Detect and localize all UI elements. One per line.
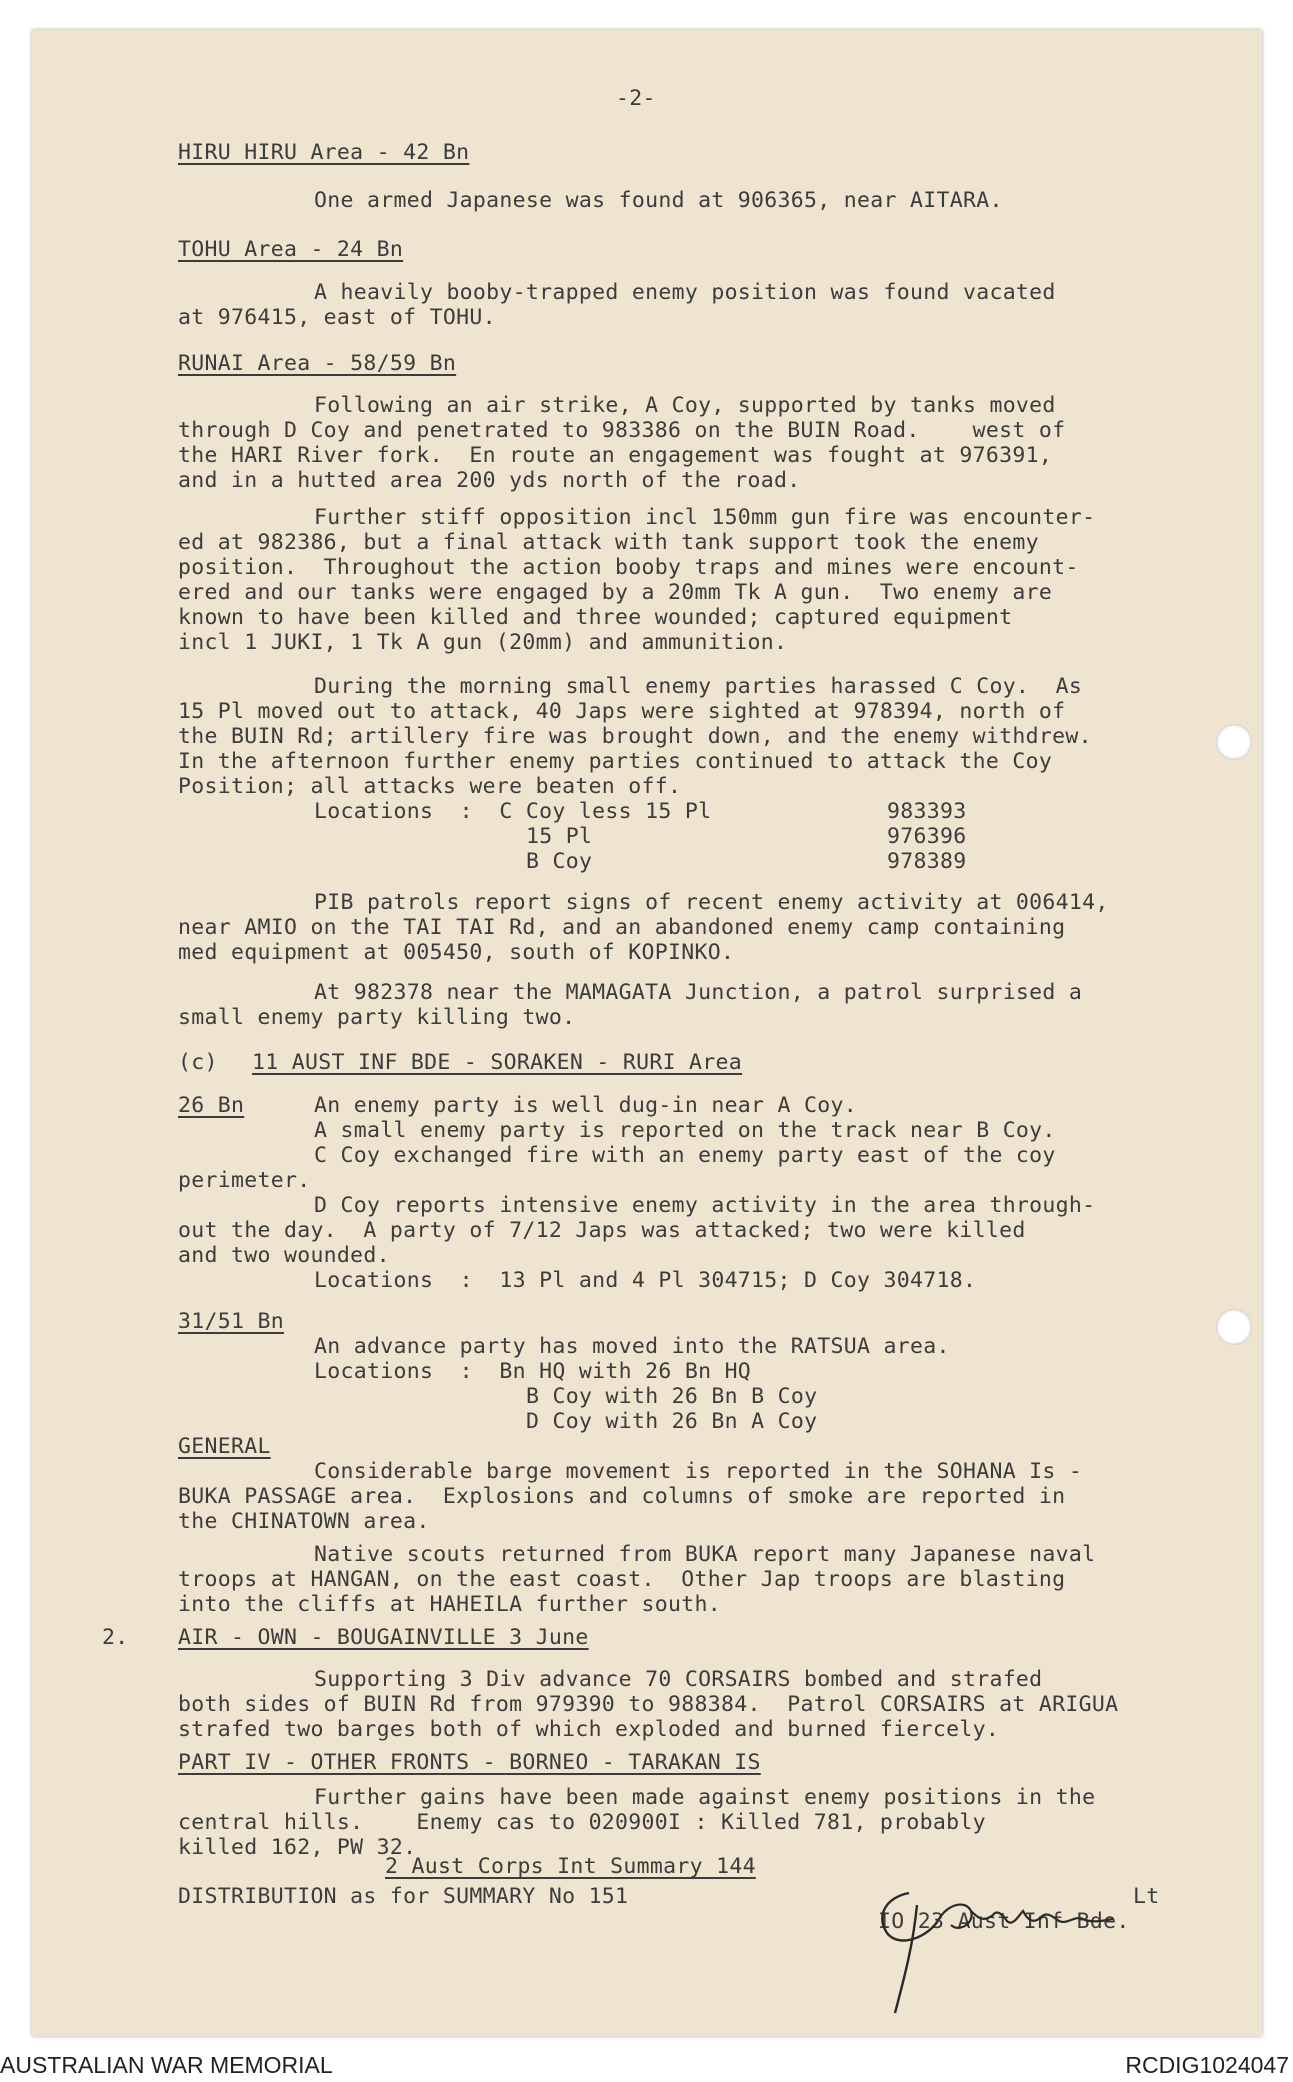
text-line: ed at 982386, but a final attack with tank support took the enemy <box>178 530 1039 555</box>
text-line: In the afternoon further enemy parties continued to attack the Coy <box>178 749 1053 774</box>
text-line: the HARI River fork. En route an engagement was fought at 976391, <box>178 443 1053 468</box>
document-page <box>32 30 1262 2036</box>
text-line: known to have been killed and three wounded; captured equipment <box>178 605 1013 630</box>
text-line: and two wounded. <box>178 1243 390 1268</box>
footer-left: AUSTRALIAN WAR MEMORIAL <box>0 2052 333 2078</box>
text-line: 976396 <box>887 824 967 849</box>
text-line: both sides of BUIN Rd from 979390 to 988384. Patrol CORSAIRS at ARIGUA <box>178 1692 1119 1717</box>
text-line: B Coy <box>526 849 593 874</box>
text-line: DISTRIBUTION as for SUMMARY No 151 <box>178 1884 629 1909</box>
text-line: the BUIN Rd; artillery fire was brought down, and the enemy withdrew. <box>178 724 1092 749</box>
text-line: Position; all attacks were beaten off. <box>178 774 682 799</box>
text-line: Locations : C Coy less 15 Pl <box>314 799 712 824</box>
text-line: Lt <box>1133 1884 1160 1909</box>
text-line: (c) <box>178 1050 218 1075</box>
text-line: AIR - OWN - BOUGAINVILLE 3 June <box>178 1625 589 1650</box>
text-line: into the cliffs at HAHEILA further south. <box>178 1592 722 1617</box>
text-line: BUKA PASSAGE area. Explosions and columns of smoke are reported in <box>178 1484 1066 1509</box>
text-line: incl 1 JUKI, 1 Tk A gun (20mm) and ammunition. <box>178 630 788 655</box>
text-line: Following an air strike, A Coy, supported by tanks moved <box>314 393 1056 418</box>
text-line: Native scouts returned from BUKA report many Japanese naval <box>314 1542 1096 1567</box>
text-line: An advance party has moved into the RATSUA area. <box>314 1334 950 1359</box>
punch-hole-bottom <box>1216 1309 1252 1345</box>
text-line: central hills. Enemy cas to 020900I : Killed 781, probably <box>178 1810 986 1835</box>
text-line: One armed Japanese was found at 906365, near AITARA. <box>314 188 1003 213</box>
text-line: ered and our tanks were engaged by a 20mm Tk A gun. Two enemy are <box>178 580 1053 605</box>
text-line: Supporting 3 Div advance 70 CORSAIRS bombed and strafed <box>314 1667 1043 1692</box>
text-line: 15 Pl <box>526 824 593 849</box>
text-line: An enemy party is well dug-in near A Coy. <box>314 1093 858 1118</box>
text-line: Further stiff opposition incl 150mm gun fire was encounter- <box>314 505 1096 530</box>
handwritten-signature <box>847 1875 1177 2015</box>
text-line: During the morning small enemy parties harassed C Coy. As <box>314 674 1083 699</box>
footer-right: RCDIG1024047 <box>1125 2052 1289 2078</box>
text-line: at 976415, east of TOHU. <box>178 305 496 330</box>
text-line: the CHINATOWN area. <box>178 1509 430 1534</box>
text-line: Locations : 13 Pl and 4 Pl 304715; D Coy 304718. <box>314 1268 977 1293</box>
text-line: through D Coy and penetrated to 983386 on the BUIN Road. west of <box>178 418 1066 443</box>
text-line: med equipment at 005450, south of KOPINKO. <box>178 940 735 965</box>
text-line: RUNAI Area - 58/59 Bn <box>178 351 457 376</box>
text-line: PIB patrols report signs of recent enemy activity at 006414, <box>314 890 1109 915</box>
text-line: 2. <box>102 1625 129 1650</box>
text-line: HIRU HIRU Area - 42 Bn <box>178 140 470 165</box>
text-line: small enemy party killing two. <box>178 1005 576 1030</box>
text-line: Further gains have been made against enemy positions in the <box>314 1785 1096 1810</box>
page-number: -2- <box>616 86 656 111</box>
text-line: D Coy with 26 Bn A Coy <box>526 1409 818 1434</box>
text-line: PART IV - OTHER FRONTS - BORNEO - TARAKAN IS <box>178 1750 761 1775</box>
text-line: D Coy reports intensive enemy activity in the area through- <box>314 1193 1096 1218</box>
text-line: B Coy with 26 Bn B Coy <box>526 1384 818 1409</box>
text-line: 31/51 Bn <box>178 1309 284 1334</box>
text-line: A heavily booby-trapped enemy position was found vacated <box>314 280 1056 305</box>
text-line: 15 Pl moved out to attack, 40 Japs were sighted at 978394, north of <box>178 699 1066 724</box>
punch-hole-top <box>1216 724 1252 760</box>
text-line: 983393 <box>887 799 967 824</box>
text-line: 26 Bn <box>178 1093 245 1118</box>
text-line: IO 23 Aust Inf Bde. <box>878 1909 1130 1934</box>
text-line: 11 AUST INF BDE - SORAKEN - RURI Area <box>252 1050 743 1075</box>
text-line: troops at HANGAN, on the east coast. Other Jap troops are blasting <box>178 1567 1066 1592</box>
text-line: strafed two barges both of which exploded and burned fiercely. <box>178 1717 1000 1742</box>
text-line: out the day. A party of 7/12 Japs was attacked; two were killed <box>178 1218 1026 1243</box>
text-line: near AMIO on the TAI TAI Rd, and an abandoned enemy camp containing <box>178 915 1066 940</box>
text-line: C Coy exchanged fire with an enemy party east of the coy <box>314 1143 1056 1168</box>
text-line: 978389 <box>887 849 967 874</box>
text-line: GENERAL <box>178 1434 271 1459</box>
text-line: position. Throughout the action booby traps and mines were encount- <box>178 555 1079 580</box>
text-line: killed 162, PW 32. <box>178 1835 417 1860</box>
text-line: and in a hutted area 200 yds north of the road. <box>178 468 801 493</box>
footer-bar <box>0 2046 1293 2082</box>
text-line: TOHU Area - 24 Bn <box>178 237 404 262</box>
text-line: perimeter. <box>178 1168 311 1193</box>
text-line: Considerable barge movement is reported in the SOHANA Is - <box>314 1459 1083 1484</box>
text-line: A small enemy party is reported on the track near B Coy. <box>314 1118 1056 1143</box>
text-line: 2 Aust Corps Int Summary 144 <box>385 1854 756 1879</box>
text-line: At 982378 near the MAMAGATA Junction, a patrol surprised a <box>314 980 1083 1005</box>
text-line: Locations : Bn HQ with 26 Bn HQ <box>314 1359 752 1384</box>
